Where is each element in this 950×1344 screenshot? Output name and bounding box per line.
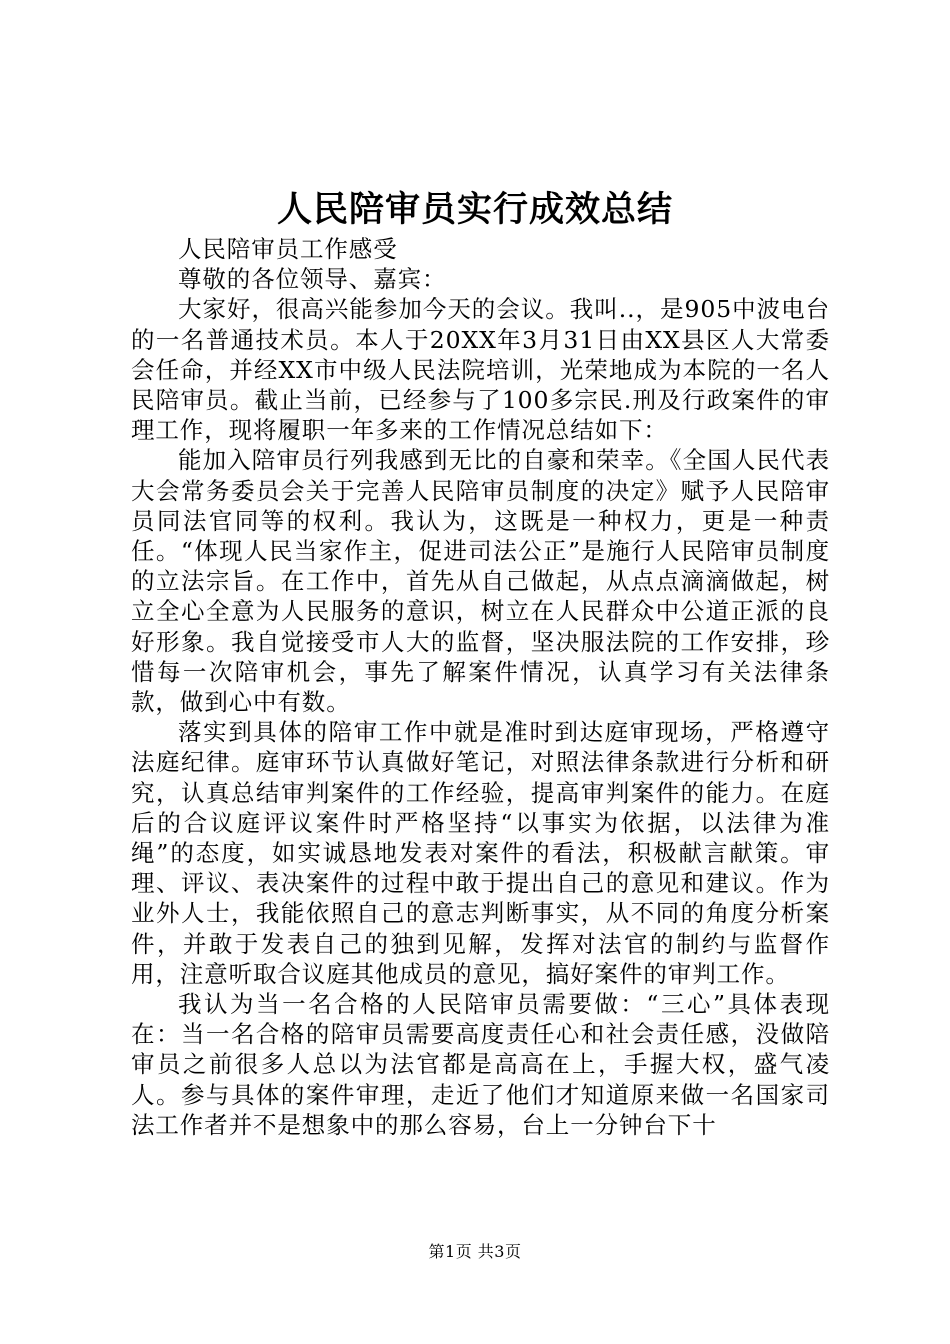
paragraph-introduction: 大家好，很高兴能参加今天的会议。我叫..，是905中波电台的一名普通技术员。本人于20XX年3月31日由XX县区人大常委会任命，并经XX市中级人民法院培训，光荣地成为本院的一名人民陪审员。截止当前，已经参与了100多宗民.刑及行政案件的审理工作，现将履职一年多来的工作情况总结如下： [131,295,830,445]
document-body [131,234,830,1140]
document-title: 人民陪审员实行成效总结 [276,189,673,230]
paragraph-trial-work: 落实到具体的陪审工作中就是准时到达庭审现场，严格遵守法庭纪律。庭审环节认真做好笔记，对照法律条款进行分析和研究，认真总结审判案件的工作经验，提高审判案件的能力。在庭后的合议庭评议案件时严格坚持“以事实为依据，以法律为准绳”的态度，如实诚恳地发表对案件的看法，积极献言献策。审理、评议、表决案件的过程中敢于提出自己的意见和建议。作为业外人士，我能依照自己的意志判断事实，从不同的角度分析案件，并敢于发表自己的独到见解，发挥对法官的制约与监督作用，注意听取合议庭其他成员的意见，搞好案件的审判工作。 [131,718,830,988]
page-footer: 第1页 共3页 [428,1242,522,1261]
paragraph-honor-and-duty: 能加入陪审员行列我感到无比的自豪和荣幸。《全国人民代表大会常务委员会关于完善人民陪审员制度的决定》赋予人民陪审员同法官同等的权利。我认为，这既是一种权力，更是一种责任。“体现人民当家作主，促进司法公正”是施行人民陪审员制度的立法宗旨。在工作中，首先从自己做起，从点点滴滴做起，树立全心全意为人民服务的意识，树立在人民群众中公道正派的良好形象。我自觉接受市人大的监督，坚决服法院的工作安排，珍惜每一次陪审机会，事先了解案件情况，认真学习有关法律条款，做到心中有数。 [131,446,830,717]
paragraph-three-hearts: 我认为当一名合格的人民陪审员需要做：“三心”具体表现在：当一名合格的陪审员需要高度责任心和社会责任感，没做陪审员之前很多人总以为法官都是高高在上，手握大权，盛气凌人。参与具体的案件审理，走近了他们才知道原来做一名国家司法工作者并不是想象中的那么容易，台上一分钟台下十 [131,990,830,1139]
paragraph-salutation: 尊敬的各位领导、嘉宾： [178,265,447,294]
paragraph-subtitle: 人民陪审员工作感受 [178,235,398,263]
